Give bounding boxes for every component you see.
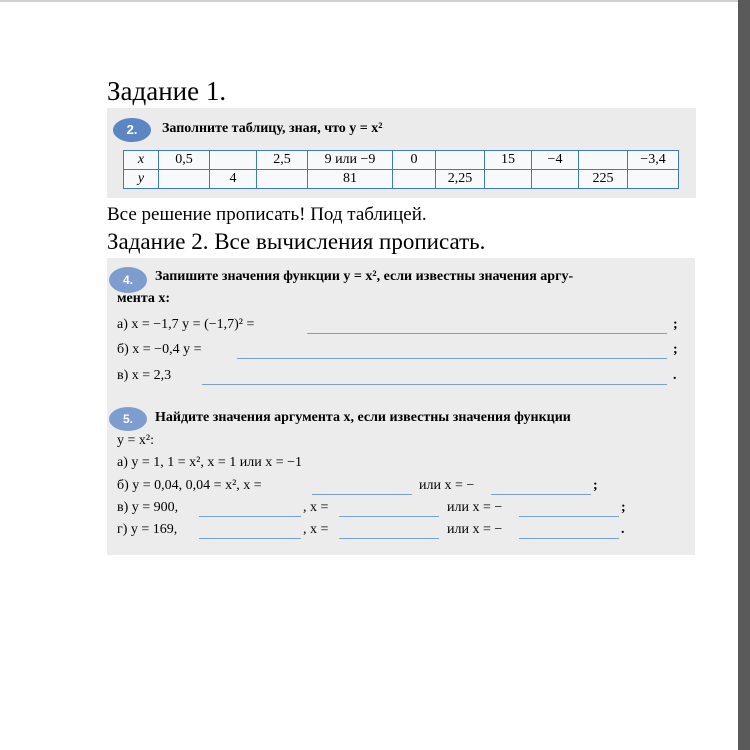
table-cell — [532, 170, 579, 189]
task5-item-d-or: или x = − — [447, 522, 503, 537]
answer-blank[interactable] — [202, 384, 667, 385]
task4-title-line2: мента x: — [117, 291, 171, 306]
task5-item-d: г) y = 169, — [117, 522, 178, 537]
task4-item-a: а) x = −1,7 y = (−1,7)² = — [117, 317, 255, 332]
task5-item-d-x: , x = — [303, 522, 329, 537]
task5-title-line1: Найдите значения аргумента x, если известны значения функции — [155, 410, 571, 425]
values-table — [123, 150, 679, 189]
scrollbar[interactable] — [738, 0, 750, 750]
task5-title-line2: y = x²: — [117, 433, 154, 448]
task5-item-c: в) y = 900, — [117, 500, 179, 515]
table-cell: 0 — [393, 151, 436, 170]
task5-item-c-x: , x = — [303, 500, 329, 515]
table-cell: 15 — [485, 151, 532, 170]
task1-heading: Задание 1. — [107, 76, 227, 106]
answer-blank[interactable] — [339, 516, 439, 517]
table-cell — [485, 170, 532, 189]
task4-item-c: в) x = 2,3 — [117, 368, 172, 383]
table-cell — [436, 151, 485, 170]
task5-item-b-or: или x = − — [419, 478, 475, 493]
table-cell: 81 — [308, 170, 393, 189]
top-border — [0, 0, 738, 2]
task5-item-b: б) y = 0,04, 0,04 = x², x = — [117, 478, 262, 493]
table-cell — [210, 151, 257, 170]
table-cell: 9 или −9 — [308, 151, 393, 170]
task5-item-a: а) y = 1, 1 = x², x = 1 или x = −1 — [117, 455, 303, 470]
table-row-x — [124, 151, 679, 170]
table-cell: 225 — [579, 170, 628, 189]
table-cell: −4 — [532, 151, 579, 170]
punctuation: ; — [621, 500, 626, 515]
table-cell: 0,5 — [159, 151, 210, 170]
answer-blank[interactable] — [491, 494, 591, 495]
task5-number-badge: 5. — [109, 407, 147, 431]
table-cell-label: x — [124, 151, 159, 170]
task2-title: Заполните таблицу, зная, что y = x² — [162, 121, 383, 136]
punctuation: . — [673, 368, 677, 383]
answer-blank[interactable] — [312, 494, 412, 495]
table-cell: −3,4 — [628, 151, 679, 170]
table-cell — [257, 170, 308, 189]
table-cell — [579, 151, 628, 170]
answer-blank[interactable] — [199, 516, 301, 517]
answer-blank[interactable] — [519, 516, 619, 517]
task4-item-b: б) x = −0,4 y = — [117, 342, 202, 357]
punctuation: ; — [593, 478, 598, 493]
tasks-4-5-scan-image — [107, 258, 695, 555]
table-cell — [393, 170, 436, 189]
instruction-note: Все решение прописать! Под таблицей. — [107, 204, 427, 225]
table-cell: 4 — [210, 170, 257, 189]
task4-number-badge: 4. — [109, 267, 147, 293]
punctuation: ; — [673, 342, 678, 357]
table-cell: 2,5 — [257, 151, 308, 170]
answer-blank[interactable] — [339, 538, 439, 539]
task4-title-line1: Запишите значения функции y = x², если известны значения аргу- — [155, 269, 574, 284]
task5-item-c-or: или x = − — [447, 500, 503, 515]
table-cell — [159, 170, 210, 189]
answer-blank[interactable] — [519, 538, 619, 539]
answer-blank[interactable] — [237, 358, 667, 359]
table-cell-label: y — [124, 170, 159, 189]
table-row-y — [124, 170, 679, 189]
task2-scan-image — [107, 108, 696, 198]
punctuation: . — [621, 522, 625, 537]
table-cell: 2,25 — [436, 170, 485, 189]
table-cell — [628, 170, 679, 189]
punctuation: ; — [673, 317, 678, 332]
task2-number-badge: 2. — [113, 118, 151, 142]
answer-blank[interactable] — [199, 538, 301, 539]
task2-heading: Задание 2. Все вычисления прописать. — [107, 229, 486, 254]
answer-blank[interactable] — [307, 333, 667, 334]
